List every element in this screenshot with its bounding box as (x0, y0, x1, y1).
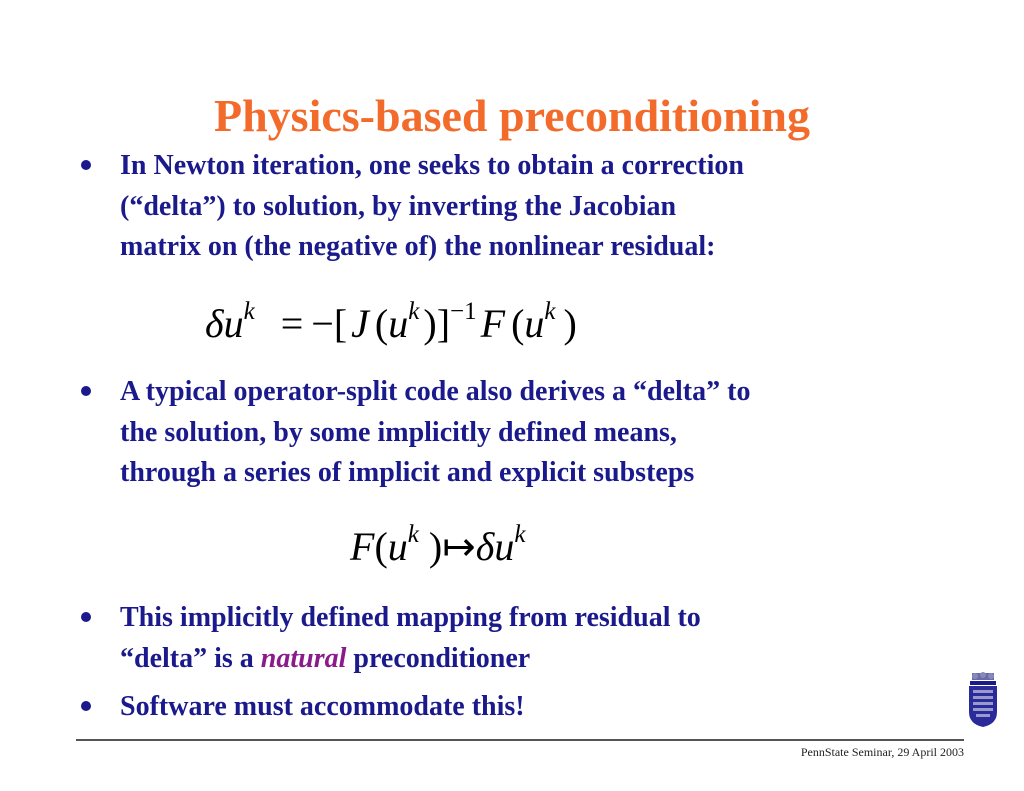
eq1-rparen2: ) (563, 301, 577, 346)
equation-residual-mapping (350, 523, 525, 571)
eq1-lparen2: ( (511, 301, 525, 346)
bullet-dot (81, 612, 91, 622)
eq1-F: F (480, 301, 506, 346)
bullet-4 (76, 687, 906, 728)
eq1-u: u (223, 301, 244, 346)
eq2-lparen: ( (374, 524, 388, 569)
eq2-k: k (407, 521, 419, 548)
eq1-rparen: ) (423, 301, 437, 346)
emphasis-natural: natural (260, 642, 347, 674)
eq1-J: J (351, 301, 369, 346)
bullet-dot (81, 701, 91, 711)
eq2-k2: k (514, 521, 526, 548)
eq1-u2: u (388, 301, 409, 346)
eq1-k2: k (408, 298, 420, 325)
bullet-1-text (120, 146, 906, 268)
bullet-dot (81, 386, 91, 396)
bullet-3-line-2 (120, 639, 906, 680)
eq2-mapsto: ↦ (442, 524, 476, 569)
bullet-3-prefix: “delta” is a (120, 642, 261, 674)
eq1-lparen: ( (374, 301, 389, 346)
eq1-k3: k (544, 298, 556, 325)
eq2-u: u (387, 524, 408, 569)
eq1-minus: − (311, 301, 334, 346)
bullet-2-line-2: the solution, by some implicitly defined means, (120, 416, 677, 448)
eq1-inverse: −1 (450, 298, 477, 325)
bullet-2 (76, 372, 906, 494)
university-crest-icon (964, 672, 1002, 728)
slide-title: Physics-based preconditioning (214, 90, 810, 141)
eq2-rparen: ) (428, 524, 443, 569)
equation-newton-correction (205, 300, 577, 348)
bullet-1-line-1: In Newton iteration, one seeks to obtain a correction (120, 150, 744, 181)
bullet-4-line-1: Software must accommodate this! (120, 691, 525, 722)
bullet-2-line-1: A typical operator-split code also derives a “delta” to (120, 376, 751, 407)
bullet-2-line-3: through a series of implicit and explicit substeps (120, 457, 695, 488)
eq2-u2: u (494, 524, 515, 569)
bullet-4-text (120, 687, 906, 728)
bullet-2-text (120, 372, 906, 494)
eq2-F: F (350, 524, 375, 569)
bullet-3-line-1: This implicitly defined mapping from residual to (120, 602, 701, 633)
bullet-3-text (120, 598, 906, 679)
bullet-1-line-3: matrix on (the negative of) the nonlinear residual: (120, 231, 716, 262)
footer-divider (76, 739, 964, 741)
footer-text: PennState Seminar, 29 April 2003 (800, 745, 964, 759)
eq2-delta: δ (475, 524, 495, 569)
eq1-delta: δ (205, 301, 224, 346)
eq1-k: k (243, 298, 255, 325)
bullet-1 (76, 146, 906, 268)
bullet-3-suffix: preconditioner (346, 642, 531, 674)
bullet-3 (76, 598, 906, 679)
eq1-rbracket: ] (436, 301, 451, 346)
eq1-lbracket: [ (333, 301, 348, 346)
eq1-equals: = (280, 301, 304, 346)
bullet-1-line-2: (“delta”) to solution, by inverting the Jacobian (120, 190, 677, 222)
bullet-dot (81, 160, 91, 170)
eq1-u3: u (524, 301, 545, 346)
